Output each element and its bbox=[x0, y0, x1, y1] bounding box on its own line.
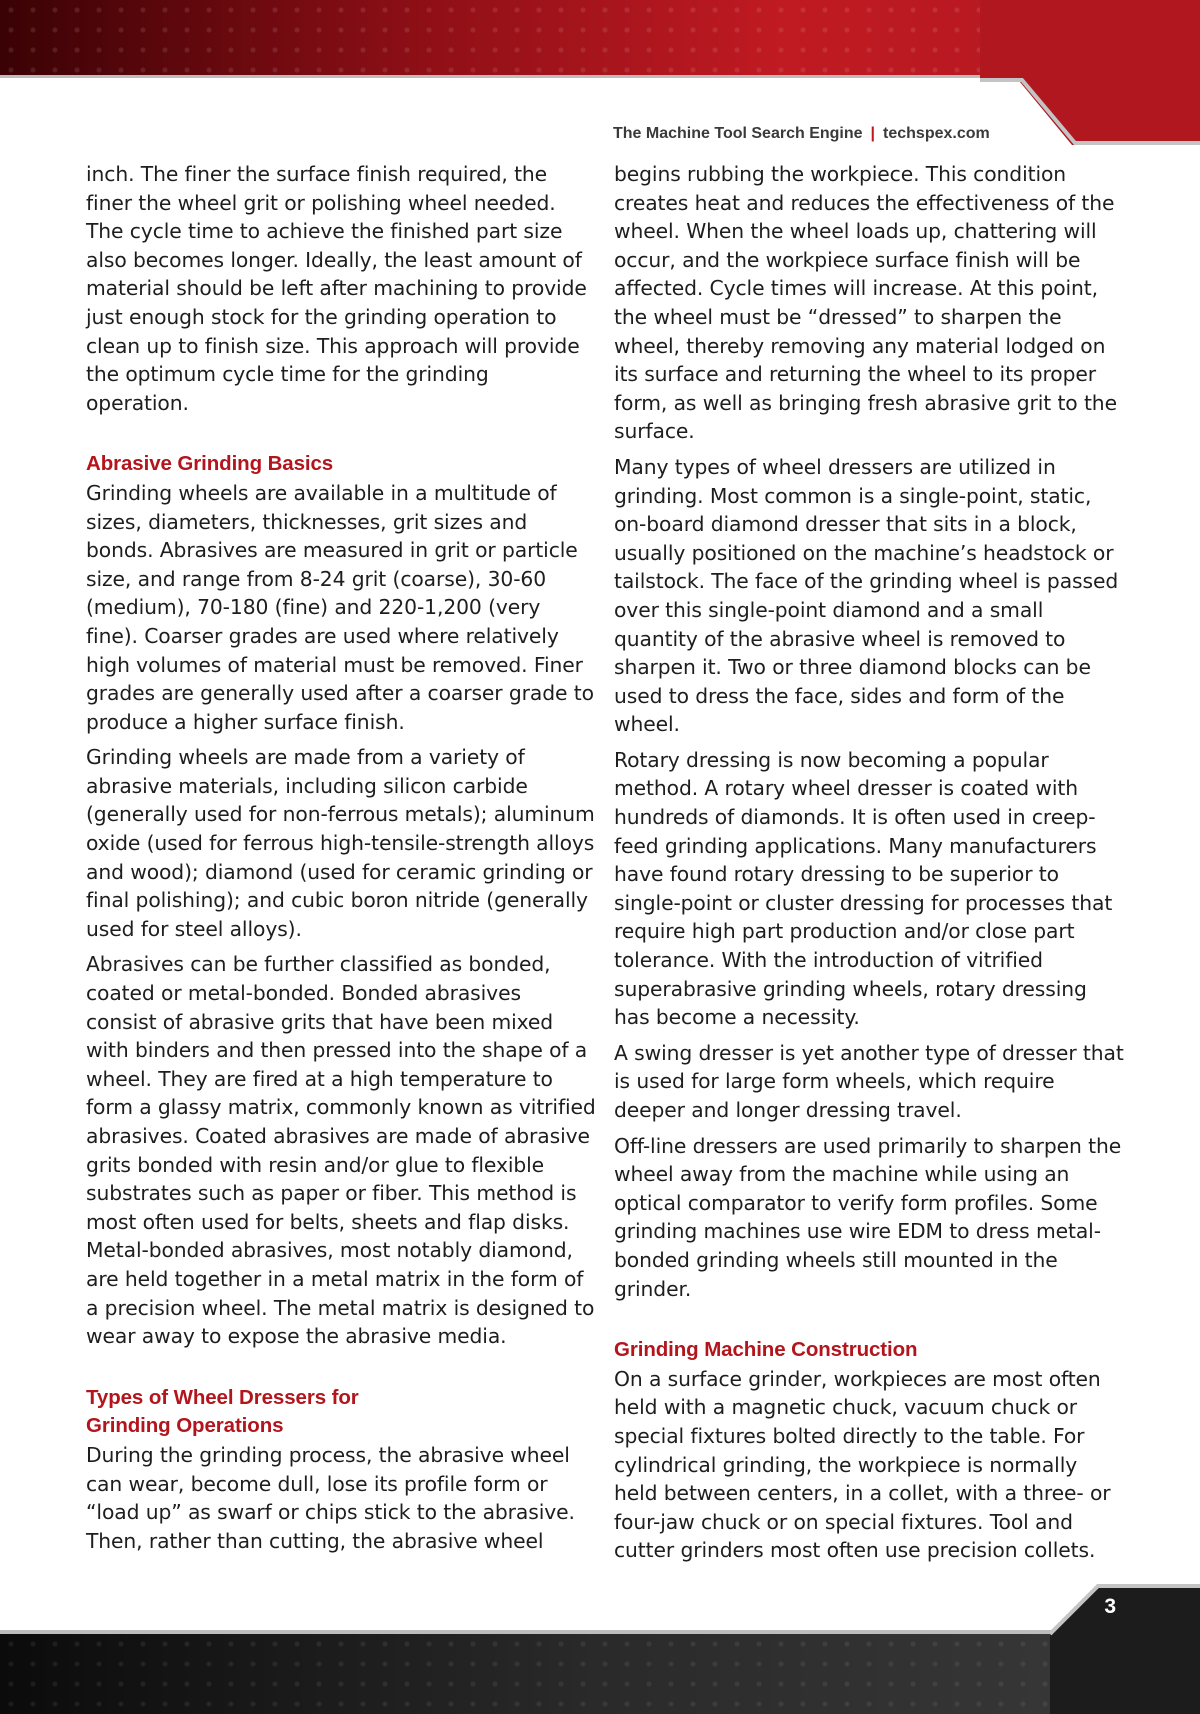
heading-line: Types of Wheel Dressers for bbox=[86, 1385, 359, 1409]
paragraph: Grinding wheels are made from a variety of abrasive materials, including silicon carbide (generally used for non-ferrous metals); aluminum oxide (used for ferrous high-tensile-strength alloys and wood); diamond (used for ceramic grinding or final polishing); and cubic boron nitride (generally used for steel alloys). bbox=[86, 745, 595, 941]
footer-page-tab bbox=[1050, 1584, 1200, 1714]
intro-paragraph: inch. The finer the surface finish required, the finer the wheel grit or polishing wheel needed. The cycle time to achieve the finished part size also becomes longer. Ideally, the least amount of material should be left after machining to provide just enough stock for the grinding operation to clean up to finish size. This approach will provide the optimum cycle time for the grinding operation. bbox=[86, 162, 587, 415]
paragraph: On a surface grinder, workpieces are most often held with a magnetic chuck, vacuum chuck or special fixtures bolted directly to the table. For cylindrical grinding, the workpiece is normally held between centers, in a collet, with a three- or four-jaw chuck or on special fixtures. Tool and cutter grinders most often use precision collets. bbox=[614, 1366, 1111, 1563]
paragraph: Many types of wheel dressers are utilized in grinding. Most common is a single-point, static, on-board diamond dresser that sits in a block, usually positioned on the machine’s headstock or tailstock. The face of the grinding wheel is passed over this single-point diamond and a small quantity of the abrasive wheel is removed to sharpen it. Two or three diamond blocks can be used to dress the face, sides and form of the wheel. bbox=[614, 454, 1119, 737]
paragraph: Grinding wheels are available in a multitude of sizes, diameters, thicknesses, grit sizes and bonds. Abrasives are measured in grit or particle size, and range from 8-24 grit (coarse), 30-60 (medium), 70-180 (fine) and 220-1,200 (very fine). Coarser grades are used where relatively high volumes of material must be removed. Finer grades are generally used after a coarser grade to produce a higher surface finish. bbox=[86, 480, 594, 734]
running-header bbox=[613, 125, 1083, 143]
paragraph: Off-line dressers are used primarily to sharpen the wheel away from the machine while using an optical comparator to verify form profiles. Some grinding machines use wire EDM to dress metal-bonded grinding wheels still mounted in the grinder. bbox=[614, 1133, 1122, 1301]
section-heading-wheel-dressers bbox=[86, 1384, 596, 1441]
footer-band bbox=[0, 1634, 1200, 1714]
header-separator: | bbox=[870, 125, 876, 142]
paragraph: Rotary dressing is now becoming a popular method. A rotary wheel dresser is coated with hundreds of diamonds. It is often used in creep-feed grinding applications. Many manufacturers have found rotary dressing to be superior to single-point or cluster dressing for processes that require high part production and/or close part tolerance. With the introduction of vitrified superabrasive grinding wheels, rotary dressing has become a necessity. bbox=[614, 747, 1113, 1030]
right-column bbox=[614, 160, 1124, 1572]
header-site-link[interactable]: techspex.com bbox=[883, 125, 990, 142]
left-column bbox=[86, 160, 596, 1562]
heading-line: Grinding Operations bbox=[86, 1414, 284, 1438]
header-tagline: The Machine Tool Search Engine bbox=[613, 125, 863, 142]
paragraph: Abrasives can be further classified as bonded, coated or metal-bonded. Bonded abrasives consist of abrasive grits that have been mixed with binders and then pressed into the shape of a wheel. They are fired at a high temperature to form a glassy matrix, commonly known as vitrified abrasives. Coated abrasives are made of abrasive grits bonded with resin and/or glue to flexible substrates such as paper or fiber. This method is most often used for belts, sheets and flap disks. Metal-bonded abrasives, most notably diamond, are held together in a metal matrix in the form of a precision wheel. The metal matrix is designed to wear away to expose the abrasive media. bbox=[86, 952, 596, 1349]
paragraph: During the grinding process, the abrasive wheel can wear, become dull, lose its profile form or “load up” as swarf or chips stick to the abrasive. Then, rather than cutting, the abrasive wheel bbox=[86, 1442, 575, 1553]
section-heading-machine-construction: Grinding Machine Construction bbox=[614, 1338, 918, 1362]
header-corner-wedge bbox=[980, 0, 1200, 145]
paragraph: A swing dresser is yet another type of dresser that is used for large form wheels, which require deeper and longer dressing travel. bbox=[614, 1040, 1124, 1122]
paragraph: begins rubbing the workpiece. This condition creates heat and reduces the effectiveness of the wheel. When the wheel loads up, chattering will occur, and the workpiece surface finish will be affected. Cycle times will increase. At this point, the wheel must be “dressed” to sharpen the wheel, thereby removing any material lodged on its surface and returning the wheel to its proper form, as well as bringing fresh abrasive grit to the surface. bbox=[614, 162, 1117, 444]
section-heading-abrasive-basics: Abrasive Grinding Basics bbox=[86, 452, 334, 476]
page-number: 3 bbox=[1104, 1595, 1116, 1618]
